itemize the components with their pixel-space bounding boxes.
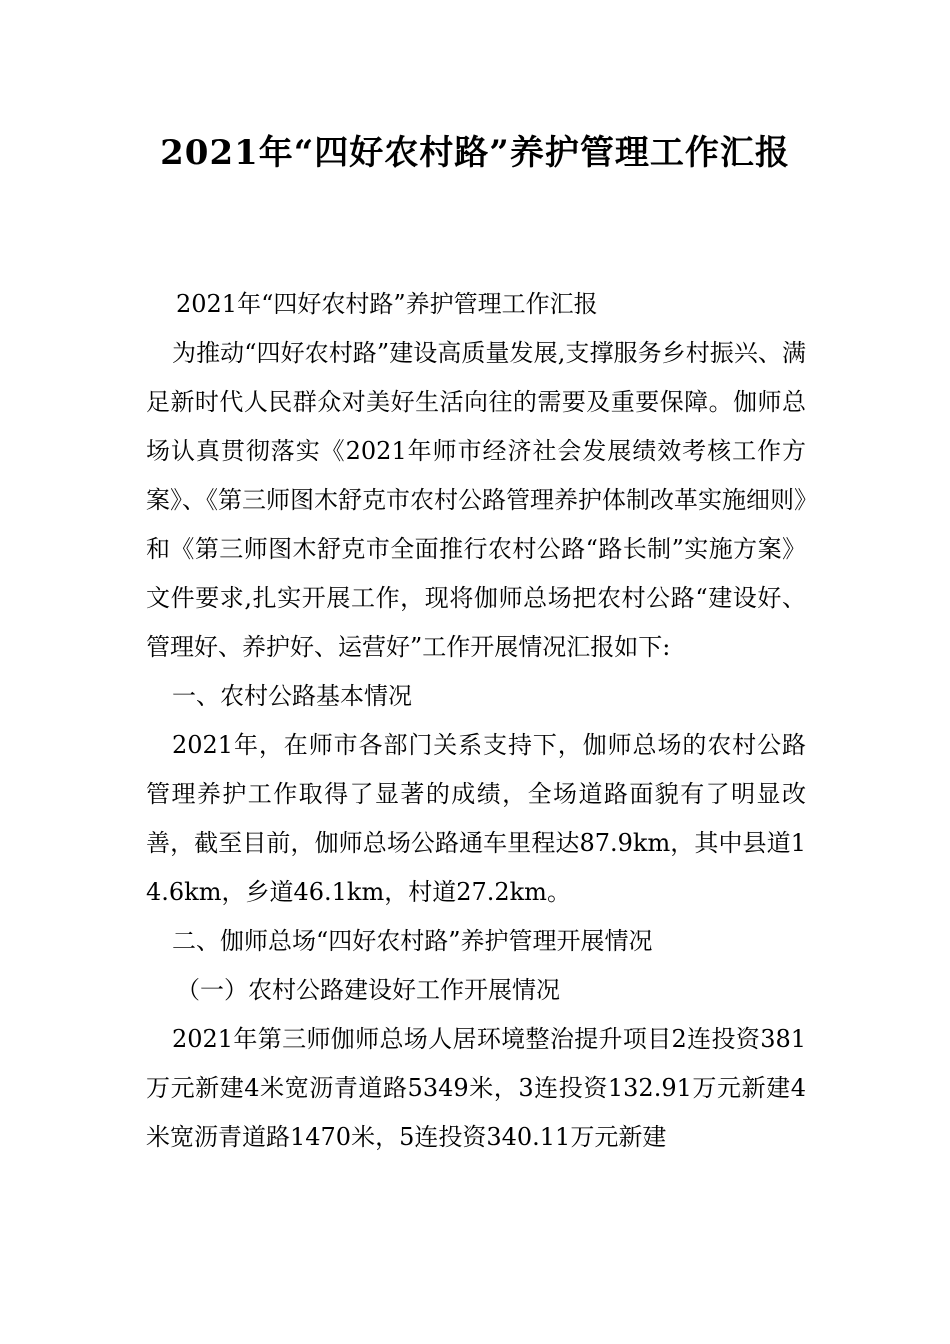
section-heading-basic-info: 一、农村公路基本情况 <box>172 682 412 710</box>
document-body <box>146 280 806 1162</box>
paragraph-intro: 为推动“四好农村路”建设高质量发展,支撑服务乡村振兴、满足新时代人民群众对美好生活向往的需要及重要保障。伽师总场认真贯彻落实《2021年师市经济社会发展绩效考核工作方案》、《第三师图木舒克市农村公路管理养护体制改革实施细则》和《第三师图木舒克市全面推行农村公路“路长制”实施方案》文件要求,扎实开展工作，现将伽师总场把农村公路“建设好、管理好、养护好、运营好”工作开展情况汇报如下: <box>146 339 806 661</box>
document-title: 2021年“四好农村路”养护管理工作汇报 <box>160 133 790 173</box>
paragraph-construction: 2021年第三师伽师总场人居环境整治提升项目2连投资381万元新建4米宽沥青道路5349米，3连投资132.91万元新建4米宽沥青道路1470米，5连投资340.11万元新建 <box>146 1025 806 1151</box>
subsection-heading-construction: （一）农村公路建设好工作开展情况 <box>176 976 560 1004</box>
paragraph-basic-info: 2021年，在师市各部门关系支持下，伽师总场的农村公路管理养护工作取得了显著的成绩，全场道路面貌有了明显改善，截至目前，伽师总场公路通车里程达87.9km，其中县道14.6km，乡道46.1km，村道27.2km。 <box>146 731 806 906</box>
section-heading-maintenance: 二、伽师总场“四好农村路”养护管理开展情况 <box>172 927 653 955</box>
document-subtitle: 2021年“四好农村路”养护管理工作汇报 <box>176 290 598 318</box>
